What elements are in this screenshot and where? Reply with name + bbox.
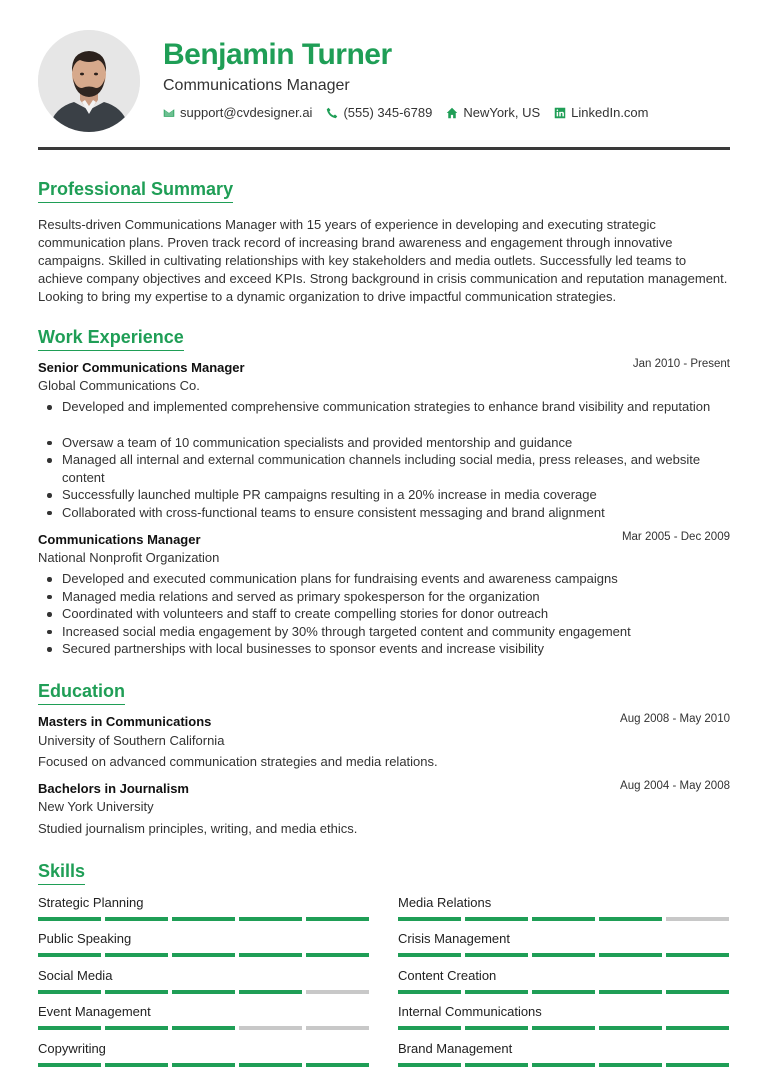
skill-name: Content Creation [398,968,497,983]
job-company: Global Communications Co. [38,378,200,393]
resume-page [38,0,730,1056]
job-dates: Jan 2010 - Present [632,358,730,370]
skill-item [398,895,729,921]
list-item: Successfully launched multiple PR campaigns resulting in a 20% increase in media coverage [38,486,730,504]
candidate-name: Benjamin Turner [163,38,392,71]
skill-bar-filled [532,1026,595,1030]
school-name: University of Southern California [38,733,225,748]
skill-bar-filled [666,990,729,994]
skill-bar-filled [105,1063,168,1067]
skill-bar-filled [532,917,595,921]
skill-bar-filled [306,1063,369,1067]
skill-bar-empty [306,990,369,994]
skill-bar-filled [398,953,461,957]
contact-phone[interactable] [326,105,432,120]
skill-bar-filled [465,953,528,957]
list-item: Managed all internal and external communication channels including social media, press releases, and website content [38,451,730,486]
job-dates: Mar 2005 - Dec 2009 [621,531,730,543]
job-title: Senior Communications Manager [38,360,245,375]
skill-level-bars [38,1026,369,1030]
skill-level-bars [398,990,729,994]
list-item: Developed and implemented comprehensive communication strategies to enhance brand visibility and reputation [38,398,730,416]
skill-bar-filled [666,1063,729,1067]
skill-bar-filled [599,953,662,957]
list-item: Managed media relations and served as primary spokesperson for the organization [38,588,730,606]
skill-level-bars [38,953,369,957]
degree-description: Studied journalism principles, writing, and media ethics. [38,821,358,836]
skill-bar-filled [465,990,528,994]
skill-bar-filled [38,1026,101,1030]
skill-name: Public Speaking [38,931,132,946]
skill-bar-filled [532,953,595,957]
skill-bar-filled [105,917,168,921]
skill-level-bars [38,990,369,994]
skills-heading: Skills [38,861,85,885]
contact-email[interactable] [163,105,312,120]
education-heading: Education [38,681,125,705]
skill-level-bars [398,1063,729,1067]
skill-bar-filled [172,990,235,994]
contact-row [163,105,663,120]
linkedin-icon [554,107,566,119]
degree-title: Masters in Communications [38,714,212,729]
skill-item [398,1004,729,1030]
header-divider [38,147,730,150]
phone-icon [326,107,338,119]
list-item: Collaborated with cross-functional teams to ensure consistent messaging and brand alignment [38,504,730,522]
skill-bar-filled [465,917,528,921]
skill-bar-filled [38,990,101,994]
skill-bar-filled [239,953,302,957]
skill-level-bars [398,917,729,921]
skill-item [398,931,729,957]
list-item: Secured partnerships with local businesses to sponsor events and increase visibility [38,640,730,658]
skill-bar-filled [465,1063,528,1067]
home-icon [446,107,458,119]
job-company: National Nonprofit Organization [38,550,220,565]
skill-bar-filled [398,1026,461,1030]
skill-bar-filled [599,990,662,994]
skill-bar-filled [398,917,461,921]
skill-bar-filled [398,990,461,994]
contact-linkedin[interactable] [554,105,648,120]
skill-name: Internal Communications [398,1004,542,1019]
skill-name: Strategic Planning [38,895,144,910]
linkedin-text: LinkedIn.com [571,105,649,120]
list-item: Increased social media engagement by 30% through targeted content and community engagement [38,623,730,641]
degree-dates: Aug 2008 - May 2010 [620,713,730,725]
skill-bar-filled [666,1026,729,1030]
skill-item [398,968,729,994]
profile-photo [38,30,140,132]
work-heading: Work Experience [38,327,184,351]
skill-bar-filled [599,917,662,921]
email-icon [163,107,175,119]
skill-bar-empty [239,1026,302,1030]
avatar [38,30,140,132]
skill-name: Social Media [38,968,113,983]
degree-description: Focused on advanced communication strategies and media relations. [38,754,438,769]
skill-bar-filled [239,1063,302,1067]
list-item: Coordinated with volunteers and staff to create compelling stories for donor outreach [38,605,730,623]
skill-item [38,968,369,994]
email-text: support@cvdesigner.ai [180,105,313,120]
resume-header [38,0,730,150]
list-item: Oversaw a team of 10 communication specialists and provided mentorship and guidance [38,434,730,452]
location-text: NewYork, US [463,105,541,120]
skill-bar-filled [172,953,235,957]
skill-bar-filled [599,1026,662,1030]
skill-bar-filled [38,917,101,921]
skill-bar-filled [398,1063,461,1067]
skill-name: Brand Management [398,1041,513,1056]
skill-bar-filled [239,990,302,994]
skill-bar-filled [38,1063,101,1067]
skill-bar-filled [532,1063,595,1067]
summary-heading: Professional Summary [38,179,233,203]
skill-bar-filled [172,1026,235,1030]
skill-bar-filled [172,1063,235,1067]
skill-level-bars [398,953,729,957]
skill-bar-filled [105,953,168,957]
contact-location [446,105,540,120]
skill-bar-empty [306,1026,369,1030]
degree-dates: Aug 2004 - May 2008 [620,780,730,792]
skill-bar-filled [666,953,729,957]
job-bullets [38,570,730,658]
skill-level-bars [38,1063,369,1067]
phone-text: (555) 345-6789 [343,105,433,120]
skill-item [38,895,369,921]
degree-title: Bachelors in Journalism [38,781,189,796]
skill-bar-filled [239,917,302,921]
job-bullets [38,398,730,521]
skill-bar-filled [105,990,168,994]
skill-bar-filled [105,1026,168,1030]
skill-bar-empty [666,917,729,921]
skill-bar-filled [172,917,235,921]
skill-bar-filled [532,990,595,994]
summary-text: Results-driven Communications Manager with 15 years of experience in developing and executing strategic communication plans. Proven track record of increasing brand awareness and engagement through innovative campaigns. Skilled in cultivating relationships with key stakeholders and media outlets. Successfully led teams to achieve company objectives and exceed KPIs. Strong background in crisis communication and reputation management. Looking to bring my expertise to a dynamic organization to drive impactful communication strategies. [38,217,728,304]
skill-name: Crisis Management [398,931,510,946]
skill-item [38,931,369,957]
skill-name: Media Relations [398,895,492,910]
skill-item [38,1004,369,1030]
skill-bar-filled [599,1063,662,1067]
candidate-title: Communications Manager [163,77,350,94]
skill-name: Event Management [38,1004,151,1019]
skill-name: Copywriting [38,1041,106,1056]
skill-level-bars [38,917,369,921]
skill-level-bars [398,1026,729,1030]
list-item: Developed and executed communication plans for fundraising events and awareness campaigns [38,570,730,588]
skill-bar-filled [465,1026,528,1030]
skill-item [38,1041,369,1067]
skill-bar-filled [306,953,369,957]
skill-bar-filled [38,953,101,957]
skill-bar-filled [306,917,369,921]
job-title: Communications Manager [38,532,201,547]
skill-item [398,1041,729,1067]
school-name: New York University [38,799,154,814]
